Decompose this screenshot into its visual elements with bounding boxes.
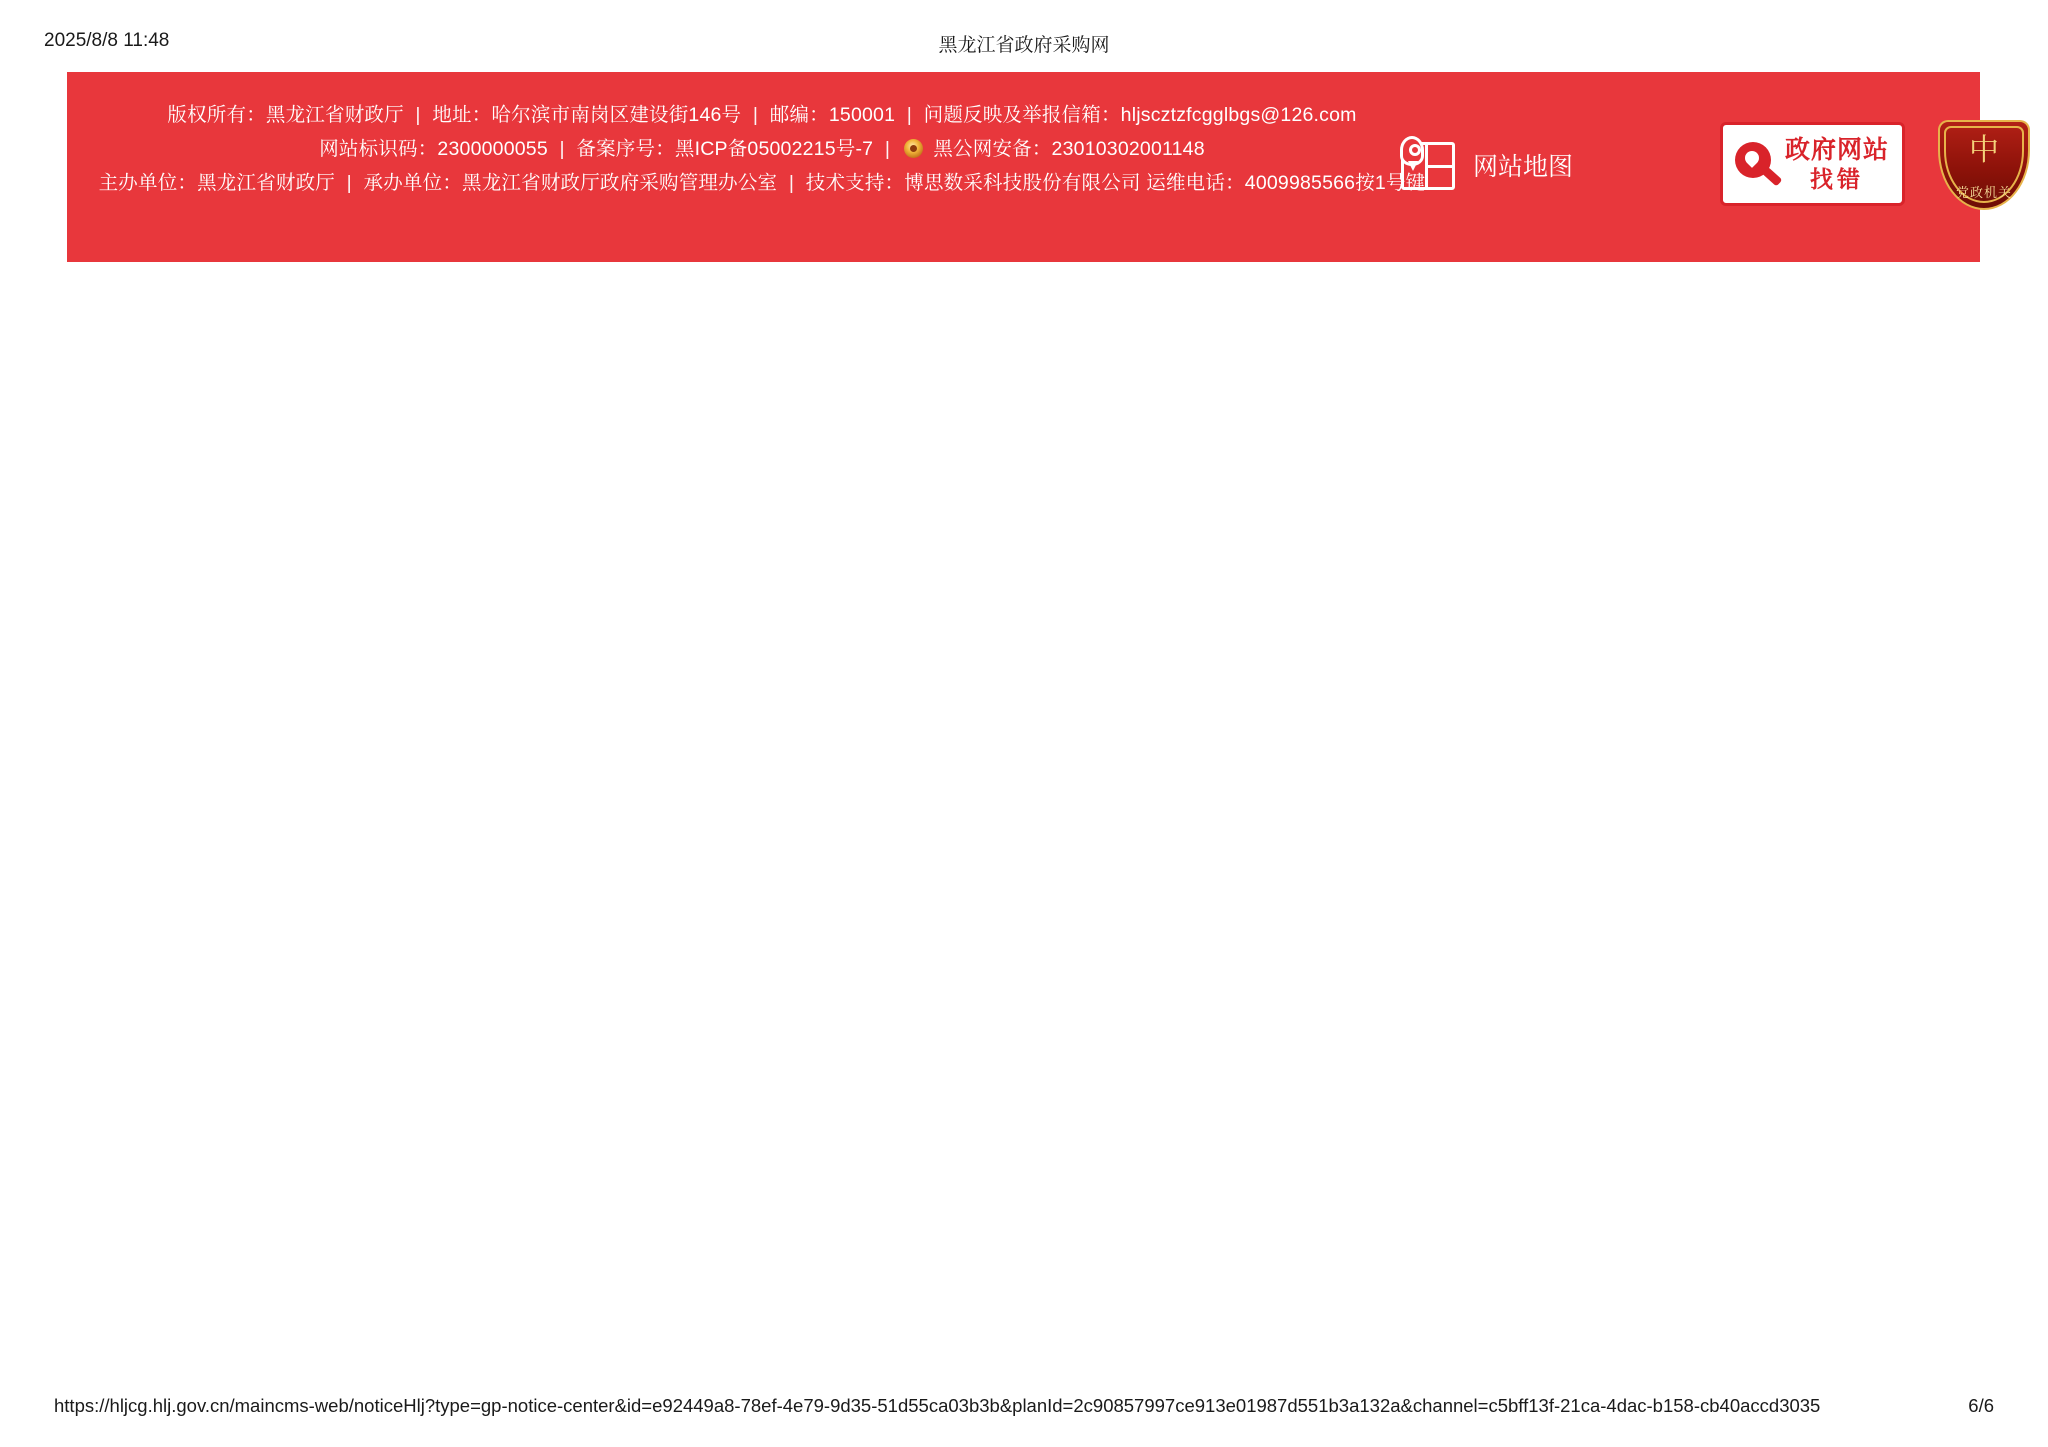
print-page-number: 6/6 <box>1968 1395 1994 1416</box>
shield-mark: 中 <box>1969 134 1999 167</box>
footer-text-block <box>67 72 1457 200</box>
sitemap-link[interactable] <box>1397 130 1657 200</box>
print-header <box>0 30 2048 54</box>
gov-badge-line-1: 政府网站 <box>1785 136 1890 164</box>
footer-postcode: 邮编：150001 <box>769 104 896 126</box>
footer-icp[interactable]: 备案序号：黑ICP备05002215号-7 <box>576 138 874 160</box>
magnifier-icon <box>1731 136 1783 192</box>
print-date: 2025/8/8 11:48 <box>44 30 170 51</box>
footer-separator: | <box>906 104 913 126</box>
sitemap-label: 网站地图 <box>1473 153 1574 181</box>
footer-address: 地址：哈尔滨市南岗区建设街146号 <box>432 104 742 126</box>
party-gov-organ-shield-icon[interactable] <box>1938 120 2030 210</box>
footer-separator: | <box>884 138 891 160</box>
footer-hotline: 运维电话：4009985566按1号键 <box>1146 172 1426 194</box>
shield-caption: 党政机关 <box>1955 185 2012 200</box>
footer-separator: | <box>788 172 795 194</box>
site-footer-banner <box>67 72 2012 262</box>
footer-separator: | <box>752 104 759 126</box>
police-badge-icon <box>904 139 923 158</box>
print-page-title: 黑龙江省政府采购网 <box>938 35 1110 56</box>
footer-separator: | <box>415 104 421 126</box>
print-footer <box>0 1395 2048 1419</box>
footer-tech-support: 技术支持：博思数采科技股份有限公司 <box>805 172 1141 194</box>
gov-badge-line-2: 找错 <box>1810 166 1864 192</box>
footer-line-2 <box>67 132 1457 166</box>
footer-report-mail[interactable]: 问题反映及举报信箱：hljscztzfcgglbgs@126.com <box>923 104 1357 126</box>
print-source-url: https://hljcg.hlj.gov.cn/maincms-web/noticeHlj?type=gp-notice-center&id=e92449a8-78ef-4e79-9d35-51d55ca03b3b&planId=2c90857997ce913e01987d551b3a132a&channel=c5bff13f-21ca-4dac-b158-cb40accd3035 <box>54 1395 1821 1416</box>
footer-copyright: 版权所有：黑龙江省财政厅 <box>167 104 404 126</box>
footer-site-id: 网站标识码：2300000055 <box>319 138 548 160</box>
map-pin-icon <box>1397 136 1459 194</box>
footer-separator: | <box>346 172 352 194</box>
footer-organizer: 主办单位：黑龙江省财政厅 <box>98 172 336 194</box>
footer-undertaker: 承办单位：黑龙江省财政厅政府采购管理办公室 <box>363 172 778 194</box>
footer-separator: | <box>559 138 565 160</box>
footer-line-1 <box>67 98 1457 132</box>
footer-police-record[interactable]: 黑公网安备：23010302001148 <box>933 138 1205 160</box>
gov-website-error-report-badge[interactable] <box>1720 122 1905 206</box>
gov-badge-text <box>1785 135 1889 193</box>
footer-line-3 <box>67 166 1457 200</box>
